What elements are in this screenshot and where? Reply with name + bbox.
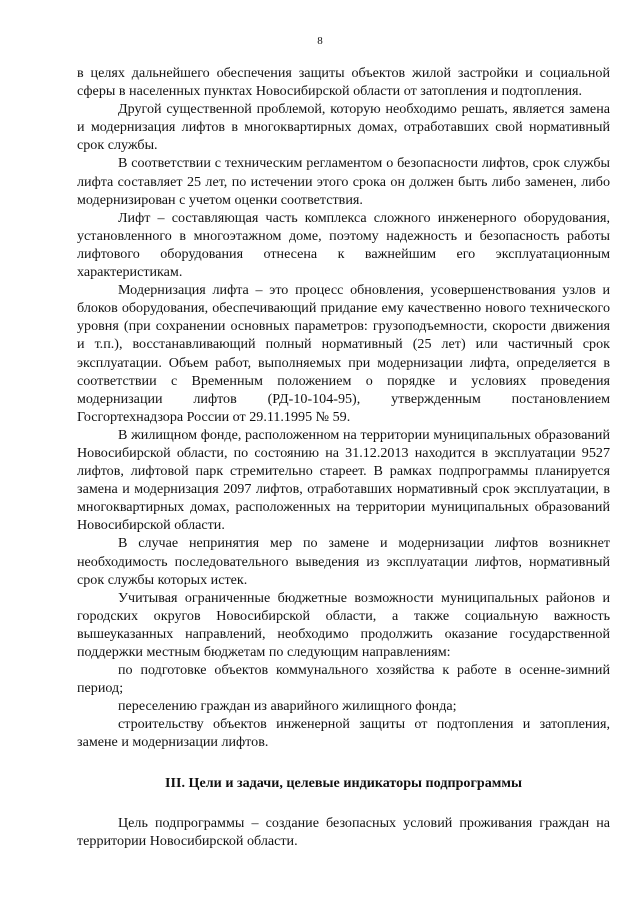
paragraph-budget-support: Учитывая ограниченные бюджетные возможности муниципальных районов и городских округов Новосибирской области, а также социальную важность вышеуказанных направлений, необходимо продолжить оказание государственной поддержки местным бюджетам по следующим направлениям: bbox=[77, 589, 610, 660]
section-heading: III. Цели и задачи, целевые индикаторы подпрограммы bbox=[165, 774, 522, 791]
paragraph-lift-regulation: В соответствии с техническим регламентом о безопасности лифтов, срок службы лифта составляет 25 лет, по истечении этого срока он должен быть либо заменен, либо модернизирован с учетом оценки соответствия. bbox=[77, 155, 610, 208]
document-body bbox=[77, 64, 610, 850]
paragraph-lift-definition: Лифт – составляющая часть комплекса сложного инженерного оборудования, установленного в многоэтажном доме, поэтому надежность и безопасность работы лифтового оборудования отнесена к важнейшим его эксплуатационным характеристикам. bbox=[77, 209, 610, 281]
paragraph-consequences: В случае непринятия мер по замене и модернизации лифтов возникнет необходимость последовательного выведения из эксплуатации лифтов, нормативный срок службы которых истек. bbox=[77, 535, 610, 588]
list-item-resettlement: переселению граждан из аварийного жилищного фонда; bbox=[118, 698, 457, 715]
list-item-utilities: по подготовке объектов коммунального хозяйства к работе в осенне-зимний период; bbox=[77, 662, 610, 697]
page-number: 8 bbox=[317, 35, 323, 47]
paragraph-lift-problem: Другой существенной проблемой, которую необходимо решать, является замена и модернизация лифтов в многоквартирных домах, отработавших свой нормативный срок службы. bbox=[77, 101, 610, 154]
paragraph-housing-stock: В жилищном фонде, расположенном на территории муниципальных образований Новосибирской области, по состоянию на 31.12.2013 находится в эксплуатации 9527 лифтов, лифтовой парк стремительно стареет. В рамках подпрограммы планируется замена и модернизация 2097 лифтов, отработавших нормативный срок эксплуатации, в многоквартирных домах, расположенных на территории муниципальных образований Новосибирской области. bbox=[77, 426, 610, 534]
paragraph-lift-modernization: Модернизация лифта – это процесс обновления, усовершенствования узлов и блоков оборудования, обеспечивающий придание ему качественно нового технического уровня (при сохранении основных параметров: грузоподъемности, скорости движения и т.п.), восстанавливающий полный нормативный (25 лет) или частичный срок эксплуатации. Объем работ, выполняемых при модернизации лифта, определяется в соответствии с Временным положением о порядке и условиях проведения модернизации лифтов (РД-10-104-95), утвержденным постановлением Госгортехнадзора России от 29.11.1995 № 59. bbox=[77, 282, 610, 425]
paragraph-goal: Цель подпрограммы – создание безопасных условий проживания граждан на территории Новосибирской области. bbox=[77, 814, 610, 849]
paragraph-continuation: в целях дальнейшего обеспечения защиты объектов жилой застройки и социальной сферы в населенных пунктах Новосибирской области от затопления и подтопления. bbox=[77, 65, 610, 100]
list-item-engineering-protection: строительству объектов инженерной защиты от подтопления и затопления, замене и модернизации лифтов. bbox=[77, 716, 610, 751]
